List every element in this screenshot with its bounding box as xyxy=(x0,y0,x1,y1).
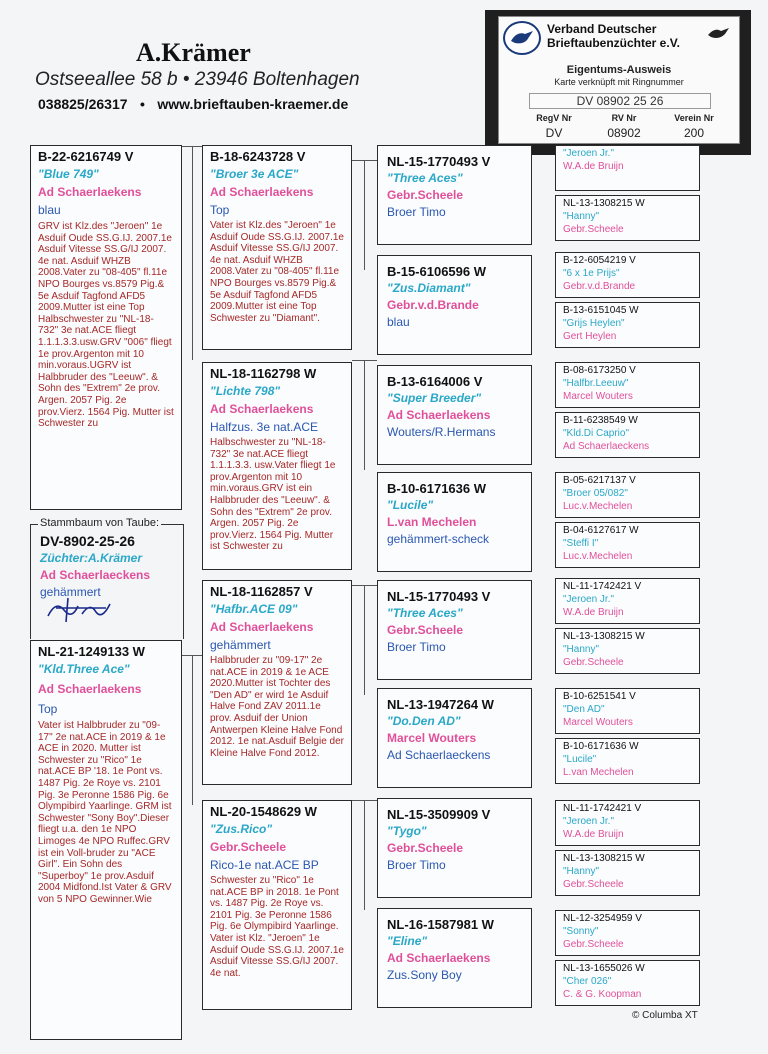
ggp-name: "Three Aces" xyxy=(387,606,463,620)
gggp-ring: B-12-6054219 V xyxy=(563,255,636,266)
father-breeder: Ad Schaerlaekens xyxy=(38,185,142,199)
ggp-ring: NL-15-1770493 V xyxy=(387,589,491,604)
gggp-name: "Sonny" xyxy=(563,926,599,937)
gggp-name: "Cher 026" xyxy=(563,976,612,987)
ggp-breeder: Marcel Wouters xyxy=(387,731,477,745)
gggp-name: "Broer 05/082" xyxy=(563,488,628,499)
val-verein: 200 xyxy=(683,126,705,140)
father-color: blau xyxy=(38,203,61,217)
gp-color: Rico-1e nat.ACE BP xyxy=(210,858,319,872)
gggp-breeder: Gert Heylen xyxy=(563,331,617,342)
gggp-breeder: Gebr.v.d.Brande xyxy=(563,281,636,292)
mother-card[interactable] xyxy=(30,640,182,1040)
gggp-name: "Jeroen Jr." xyxy=(563,148,615,159)
gggp-name: "Lucile" xyxy=(563,754,597,765)
mother-ring: NL-21-1249133 W xyxy=(38,644,145,659)
phone-number: 038825/26317 xyxy=(38,96,128,112)
gp-ring: NL-20-1548629 W xyxy=(210,804,317,819)
gggp-card[interactable] xyxy=(555,412,700,458)
ggp-card[interactable] xyxy=(377,365,532,465)
gggp-card[interactable] xyxy=(555,145,700,191)
website[interactable]: www.brieftauben-kraemer.de xyxy=(157,96,349,112)
subject-legend: Stammbaum von Taube: xyxy=(40,517,160,529)
gggp-ring: B-10-6171636 W xyxy=(563,741,639,752)
ggp-color: Broer Timo xyxy=(387,858,446,872)
gggp-breeder: Gebr.Scheele xyxy=(563,939,624,950)
col-regv: RegV Nr xyxy=(536,113,572,123)
gggp-breeder: Luc.v.Mechelen xyxy=(563,551,633,562)
ggp-name: "Three Aces" xyxy=(387,171,463,185)
gggp-name: "Halfbr.Leeuw" xyxy=(563,378,629,389)
ggp-name: "Lucile" xyxy=(387,498,434,512)
connector xyxy=(364,160,365,270)
gggp-name: "Den AD" xyxy=(563,704,605,715)
gggp-name: "Hanny" xyxy=(563,211,600,222)
father-card[interactable] xyxy=(30,145,182,510)
contact-line xyxy=(38,96,348,114)
mother-breeder: Ad Schaerlaekens xyxy=(38,682,142,696)
signature xyxy=(46,596,126,629)
grandparent-card[interactable] xyxy=(202,145,352,350)
card-ring-number: DV 08902 25 26 xyxy=(529,93,711,109)
gp-breeder: Ad Schaerlaekens xyxy=(210,185,314,199)
gggp-ring: NL-13-1655026 W xyxy=(563,963,645,974)
gggp-ring: NL-11-1742421 V xyxy=(563,581,642,592)
gggp-ring: B-10-6251541 V xyxy=(563,691,636,702)
gggp-name: "Grijs Heylen" xyxy=(563,318,625,329)
bird-icon xyxy=(707,25,731,46)
copyright: © Columba XT xyxy=(632,1010,698,1021)
gggp-card[interactable] xyxy=(555,472,700,518)
ggp-ring: B-13-6164006 V xyxy=(387,374,483,389)
subject-card[interactable] xyxy=(40,533,180,599)
ggp-card[interactable] xyxy=(377,580,532,680)
ggp-ring: B-10-6171636 W xyxy=(387,481,486,496)
father-notes: GRV ist Klz.des "Jeroen" 1e Asduif Oude SS.G.IJ. 2007.1e Asduif Vitesse SS.G/IJ 2007. 4e nat. Asduif WHZB 2008.Vater zu "08-405" fl.11e NPO Bourges vs.8579 Pig.& 5e Asduif Tagfond AFD5 2009.Mutter ist eine Top Halbschwester zu "NL-18-732" 3e nat.ACE fliegt 1.1.1.3.3.usw.GRV "006" fliegt 1e prov.Argenton mit 10 min.voraus.UGRV ist Halbbruder des "Leeuw". & Sohn des "Extrem" 2e prov. Argen. 2057 Pig. 2e prov.Vierz. 1564 Pig. Mutter ist Schwester zu xyxy=(38,221,174,430)
ggp-name: "Tygo" xyxy=(387,824,427,838)
ggp-name: "Do.Den AD" xyxy=(387,714,461,728)
ggp-color: Zus.Sony Boy xyxy=(387,968,462,982)
org-name-line2: Brieftaubenzüchter e.V. xyxy=(547,36,680,50)
gggp-card[interactable] xyxy=(555,960,700,1006)
col-rv: RV Nr xyxy=(611,113,637,123)
gggp-name: "Hanny" xyxy=(563,866,600,877)
gggp-ring: B-08-6173250 V xyxy=(563,365,636,376)
breeder-address: Ostseeallee 58 b • 23946 Boltenhagen xyxy=(35,69,360,90)
gggp-card[interactable] xyxy=(555,578,700,624)
association-logo xyxy=(503,21,541,55)
gggp-breeder: L.van Mechelen xyxy=(563,767,634,778)
ggp-color: Ad Schaerlaeckens xyxy=(387,748,491,762)
gggp-breeder: W.A.de Bruijn xyxy=(563,161,624,172)
gggp-breeder: W.A.de Bruijn xyxy=(563,607,624,618)
ggp-card[interactable] xyxy=(377,798,532,898)
connector xyxy=(364,585,365,695)
gp-ring: B-18-6243728 V xyxy=(210,149,306,164)
grandparent-card[interactable] xyxy=(202,362,352,570)
gp-name: "Broer 3e ACE" xyxy=(210,167,299,181)
ggp-ring: NL-16-1587981 W xyxy=(387,917,494,932)
gggp-breeder: Ad Schaerlaeckens xyxy=(563,441,650,452)
mother-color: Top xyxy=(38,702,58,716)
gggp-ring: NL-13-1308215 W xyxy=(563,198,645,209)
gggp-card[interactable] xyxy=(555,302,700,348)
gp-breeder: Gebr.Scheele xyxy=(210,840,287,854)
gggp-card[interactable] xyxy=(555,628,700,674)
ownership-card xyxy=(485,10,751,155)
gggp-breeder: Gebr.Scheele xyxy=(563,879,624,890)
gggp-breeder: W.A.de Bruijn xyxy=(563,829,624,840)
ggp-breeder: Gebr.Scheele xyxy=(387,623,464,637)
ggp-card[interactable] xyxy=(377,255,532,355)
gggp-ring: B-04-6127617 W xyxy=(563,525,639,536)
ggp-ring: B-15-6106596 W xyxy=(387,264,486,279)
gp-breeder: Ad Schaerlaekens xyxy=(210,620,314,634)
ggp-color: Wouters/R.Hermans xyxy=(387,425,496,439)
gggp-name: "Kld.Di Caprio" xyxy=(563,428,630,439)
gggp-card[interactable] xyxy=(555,910,700,956)
gggp-name: "Steffi I" xyxy=(563,538,599,549)
grandparent-card[interactable] xyxy=(202,800,352,1010)
ggp-name: "Zus.Diamant" xyxy=(387,281,471,295)
ggp-color: Broer Timo xyxy=(387,205,446,219)
ggp-card[interactable] xyxy=(377,908,532,1008)
ggp-color: gehämmert-scheck xyxy=(387,532,490,546)
gggp-name: "Jeroen Jr." xyxy=(563,594,615,605)
father-ring: B-22-6216749 V xyxy=(38,149,134,164)
gp-notes: Schwester zu "Rico" 1e nat.ACE BP in 2018. 1e Pont vs. 1487 Pig. 2e Roye vs. 2101 Pig. 3e Peronne 1586 Pig. 6e Olympibird Yaarlinge. Vater ist Klz. "Jeroen" 1e Asduif Oude SS.G.IJ. 2007.1e Asduif Vitesse SS.G/IJ 2007. 4e nat. xyxy=(210,875,344,979)
gggp-ring: NL-13-1308215 W xyxy=(563,853,645,864)
gp-color: gehämmert xyxy=(210,638,271,652)
gggp-breeder: Luc.v.Mechelen xyxy=(563,501,633,512)
gggp-breeder: Gebr.Scheele xyxy=(563,224,624,235)
gp-name: "Hafbr.ACE 09" xyxy=(210,602,298,616)
connector xyxy=(364,360,365,470)
gggp-name: "6 x 1e Prijs" xyxy=(563,268,620,279)
card-subtitle: Karte verknüpft mit Ringnummer xyxy=(554,77,684,87)
ggp-ring: NL-13-1947264 W xyxy=(387,697,494,712)
gp-notes: Vater ist Klz.des "Jeroen" 1e Asduif Oude SS.G.IJ. 2007.1e Asduif Vitesse SS.G/IJ 2007. 4e nat. Asduif WHZB 2008.Vater zu "08-405" fl.11e NPO Bourges vs.8579 Pig.& 5e Asduif Tagfond AFD5 2009.Mutter ist eine Top Schwester zu "Diamant". xyxy=(210,220,344,324)
ggp-name: "Eline" xyxy=(387,934,428,948)
ggp-card[interactable] xyxy=(377,688,532,788)
ggp-name: "Super Breeder" xyxy=(387,391,482,405)
card-table xyxy=(519,113,729,141)
gggp-card[interactable] xyxy=(555,850,700,896)
gp-ring: NL-18-1162857 V xyxy=(210,584,313,599)
connector xyxy=(192,655,193,805)
breeder-name: A.Krämer xyxy=(136,38,251,67)
subject-breeder: Züchter:A.Krämer xyxy=(40,551,143,565)
gggp-ring: NL-13-1308215 W xyxy=(563,631,645,642)
ggp-breeder: Gebr.Scheele xyxy=(387,188,464,202)
card-title: Eigentums-Ausweis xyxy=(566,64,672,76)
ggp-breeder: Ad Schaerlaekens xyxy=(387,951,491,965)
gggp-card[interactable] xyxy=(555,362,700,408)
ggp-breeder: L.van Mechelen xyxy=(387,515,477,529)
gggp-card[interactable] xyxy=(555,688,700,734)
gp-ring: NL-18-1162798 W xyxy=(210,366,317,381)
gp-breeder: Ad Schaerlaekens xyxy=(210,402,314,416)
gggp-card[interactable] xyxy=(555,522,700,568)
gggp-breeder: Marcel Wouters xyxy=(563,391,633,402)
gggp-card[interactable] xyxy=(555,800,700,846)
gggp-card[interactable] xyxy=(555,252,700,298)
org-name-line1: Verband Deutscher xyxy=(547,22,657,36)
ggp-ring: NL-15-3509909 V xyxy=(387,807,491,822)
gggp-card[interactable] xyxy=(555,195,700,241)
ggp-color: Broer Timo xyxy=(387,640,446,654)
mother-name: "Kld.Three Ace" xyxy=(38,662,130,676)
connector xyxy=(192,146,193,360)
gggp-breeder: Gebr.Scheele xyxy=(563,657,624,668)
gggp-name: "Jeroen Jr." xyxy=(563,816,615,827)
father-name: "Blue 749" xyxy=(38,167,99,181)
gggp-card[interactable] xyxy=(555,738,700,784)
gggp-ring: B-05-6217137 V xyxy=(563,475,636,486)
ggp-breeder: Gebr.v.d.Brande xyxy=(387,298,479,312)
ggp-breeder: Gebr.Scheele xyxy=(387,841,464,855)
gggp-name: "Hanny" xyxy=(563,644,600,655)
subject-color: gehämmert xyxy=(40,585,101,599)
gp-name: "Zus.Rico" xyxy=(210,822,273,836)
ggp-card[interactable] xyxy=(377,145,532,245)
gp-notes: Halbbruder zu "09-17" 2e nat.ACE in 2019 & 1e ACE 2020.Mutter ist Tochter des "Den AD" er wird 1e Asduif Halve Fond ZAV 2011.1e prov. Asduif der Union Antwerpen Kleine Halve Fond 2012. 1e nat.Asduif Belgie der Kleine Halve Fond 2012. xyxy=(210,655,344,759)
gggp-ring: NL-11-1742421 V xyxy=(563,803,642,814)
gp-name: "Lichte 798" xyxy=(210,384,281,398)
connector xyxy=(364,800,365,910)
val-rv: 08902 xyxy=(607,126,641,140)
gggp-ring: B-11-6238549 W xyxy=(563,415,638,426)
gggp-breeder: Marcel Wouters xyxy=(563,717,633,728)
subject-origin: Ad Schaerlaeckens xyxy=(40,568,151,582)
gp-notes: Halbschwester zu "NL-18-732" 3e nat.ACE fliegt 1.1.1.3.3. usw.Vater fliegt 1e prov.Argenton mit 10 min.voraus.GRV ist ein Halbbruder des "Leeuw". & Sohn des "Extrem" 2e prov. Argen. 2057 Pig. 2e prov.Vierz. 1564 Pig. Mutter ist Schwester zu xyxy=(210,437,336,553)
ggp-ring: NL-15-1770493 V xyxy=(387,154,491,169)
gp-color: Top xyxy=(210,203,230,217)
mother-notes: Vater ist Halbbruder zu "09-17" 2e nat.ACE in 2019 & 1e ACE in 2020. Mutter ist Schwester zu "Rico" 1e nat.ACE BP '18. 1e Pont vs. 1487 Pig. 2e Roye vs. 2101 Pig. 3e Peronne 1586 Pig. 6e Olympibird Yaarlinge. GRM ist Schwester "Sony Boy".Dieser fliegt u.a. den 1e NPO Limoges 4e NPO Ruffec.GRV ist ein Voll-bruder zu "ACE Girl". Ein Sohn des "Superboy" 1e prov.Asduif 2004 Midfond.Ist Vater & GRV von 5 NPO Gewinner.Wie xyxy=(38,720,172,905)
subject-ring: DV-8902-25-26 xyxy=(40,533,135,549)
gggp-ring: B-13-6151045 W xyxy=(563,305,639,316)
val-regv: DV xyxy=(545,126,563,140)
gggp-breeder: C. & G. Koopman xyxy=(563,989,642,1000)
bullet: • xyxy=(140,96,145,112)
ggp-color: blau xyxy=(387,315,410,329)
ggp-breeder: Ad Schaerlaekens xyxy=(387,408,491,422)
grandparent-card[interactable] xyxy=(202,580,352,785)
gp-color: Halfzus. 3e nat.ACE xyxy=(210,420,319,434)
col-verein: Verein Nr xyxy=(674,113,714,123)
ggp-card[interactable] xyxy=(377,472,532,572)
gggp-ring: NL-12-3254959 V xyxy=(563,913,642,924)
